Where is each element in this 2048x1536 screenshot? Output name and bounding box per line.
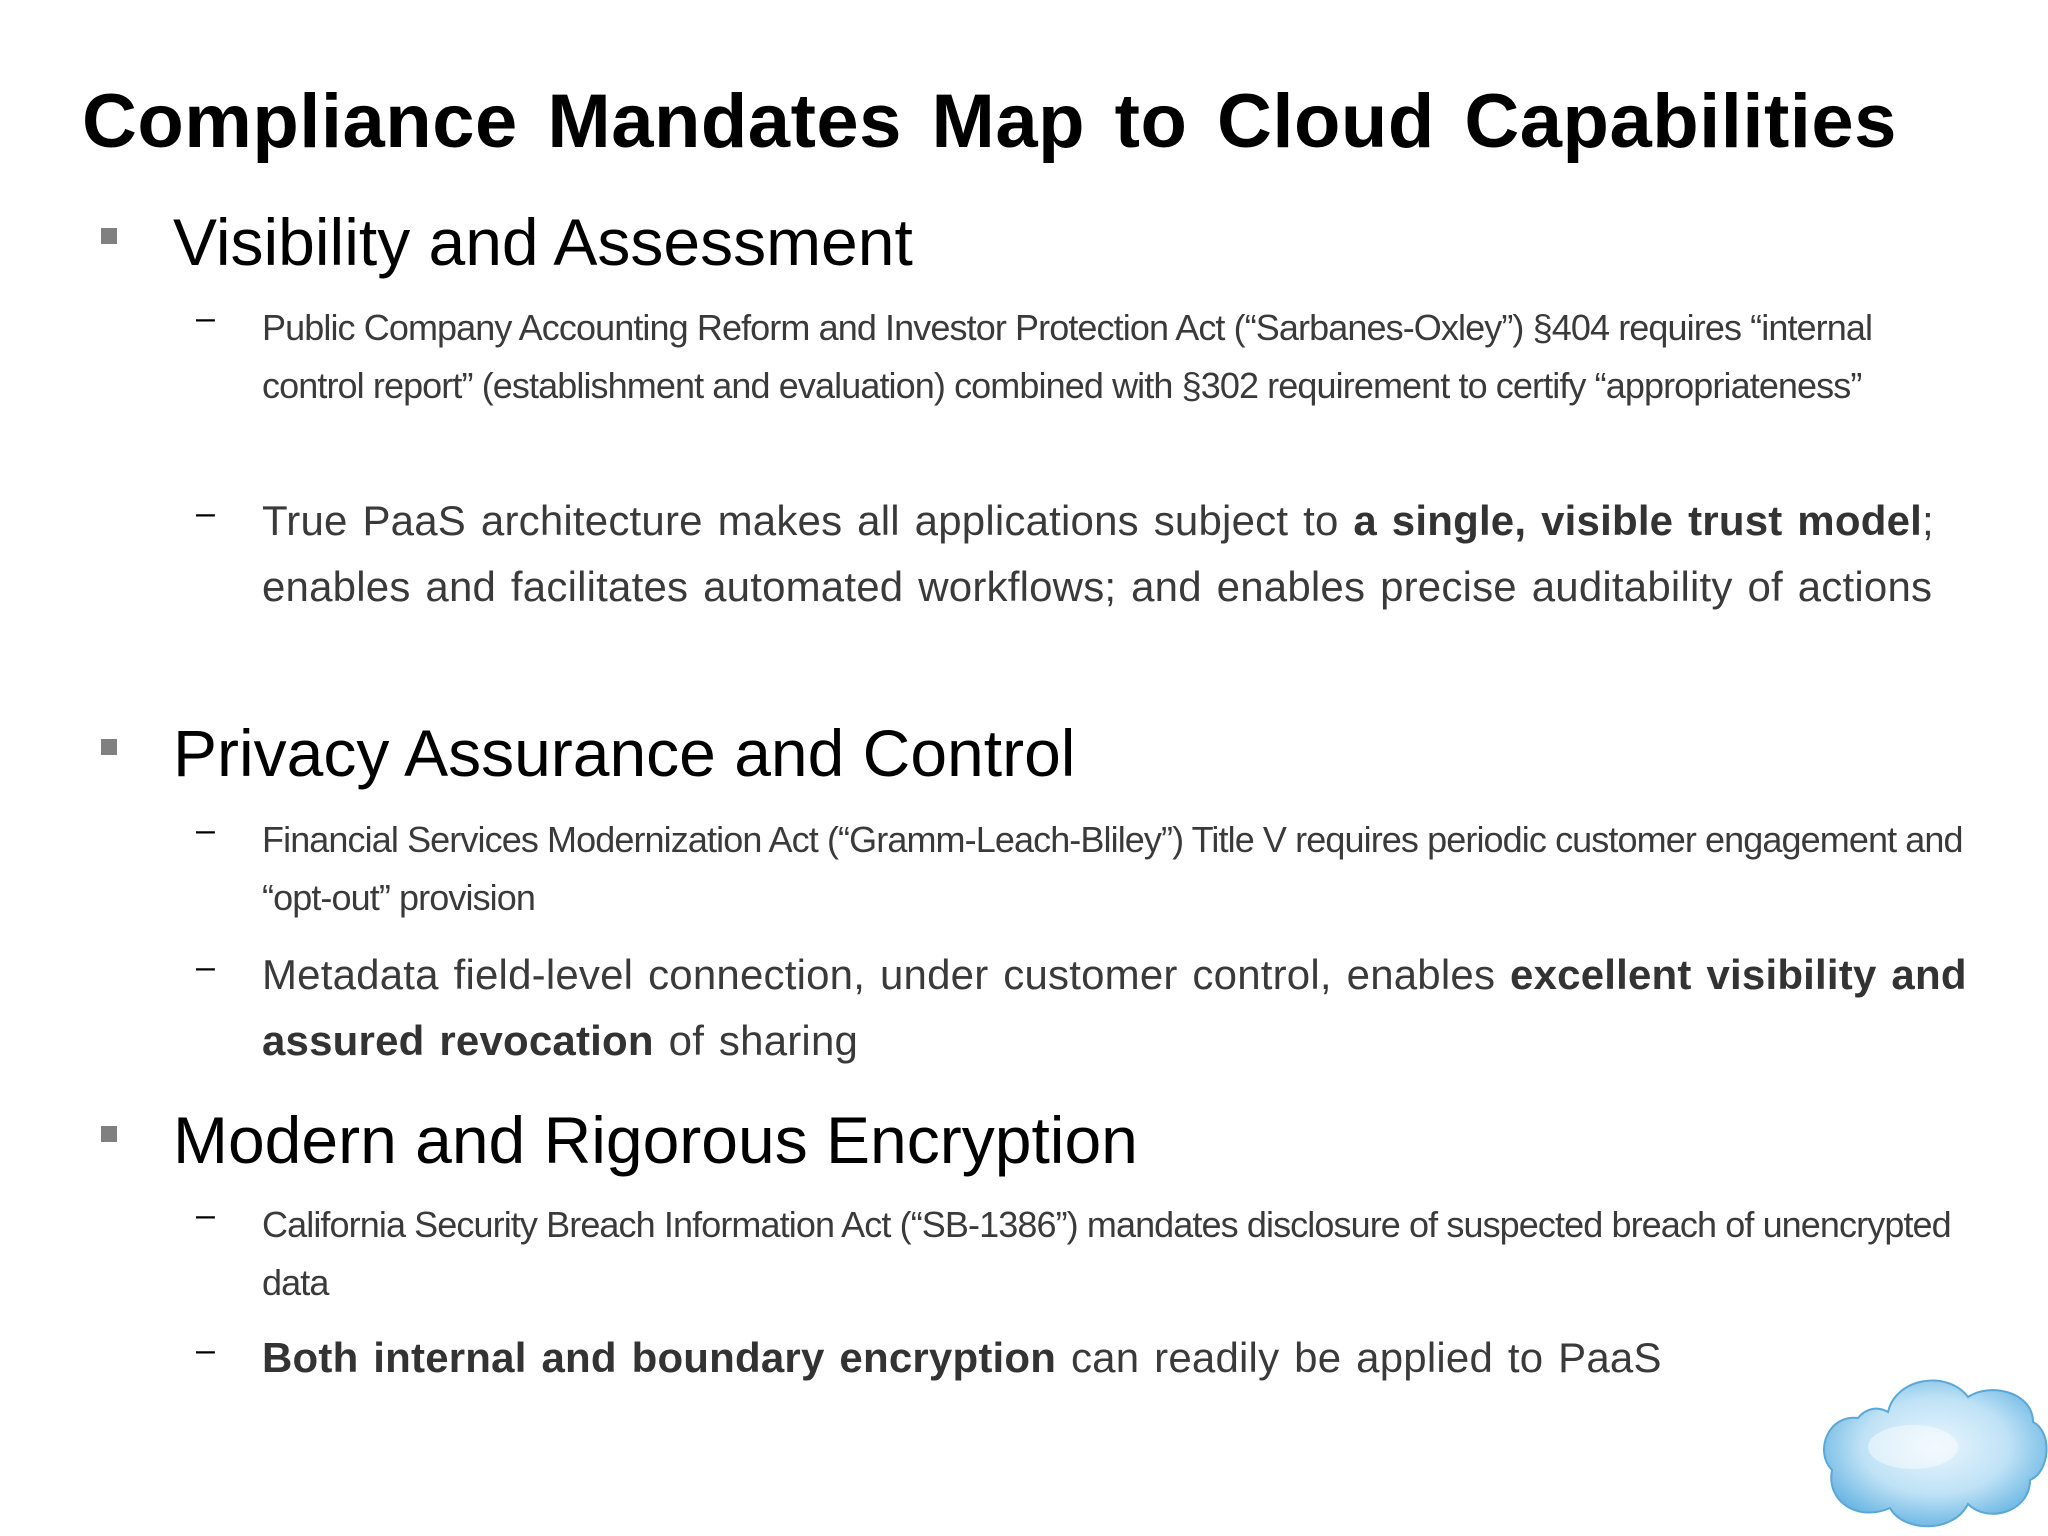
item-text xyxy=(262,488,1982,620)
item-text-bold: excellent visibility and assured revocation xyxy=(262,951,1967,1064)
cloud-logo-icon xyxy=(1818,1352,2048,1536)
item-text-pre: True PaaS architecture makes all applications subject to xyxy=(262,497,1354,544)
item-text-bold: Both internal and boundary encryption xyxy=(262,1334,1057,1381)
item-text-post: ; enables and facilitates automated workflows; and enables precise auditability of actions xyxy=(262,497,1934,610)
section-heading-row xyxy=(0,202,2000,282)
dash-bullet: – xyxy=(196,494,215,532)
item-text: Public Company Accounting Reform and Investor Protection Act (“Sarbanes-Oxley”) §404 requires “internal control report” (establishment and evaluation) combined with §302 requirement to certify “appropriateness” xyxy=(262,307,1873,406)
section-heading: Visibility and Assessment xyxy=(173,205,913,279)
dash-bullet: – xyxy=(196,1331,215,1369)
section-heading-row xyxy=(0,1100,2000,1180)
item-text-post: can readily be applied to PaaS xyxy=(1056,1334,1662,1381)
square-bullet-icon xyxy=(101,1126,117,1142)
section-heading: Privacy Assurance and Control xyxy=(173,716,1076,790)
item-text: California Security Breach Information Act (“SB-1386”) mandates disclosure of suspected breach of unencrypted data xyxy=(262,1204,1951,1303)
item-text-bold: a single, visible trust model xyxy=(1353,497,1922,544)
dash-bullet: – xyxy=(196,948,215,986)
item-text-post: of sharing xyxy=(653,1017,859,1064)
item-text xyxy=(262,942,1982,1074)
item-text xyxy=(262,1325,1982,1391)
item-text-pre: Metadata field-level connection, under customer control, enables xyxy=(262,951,1511,998)
item-text: Financial Services Modernization Act (“Gramm-Leach-Bliley”) Title V requires periodic customer engagement and “opt-out” provision xyxy=(262,819,1963,918)
square-bullet-icon xyxy=(101,228,117,244)
dash-bullet: – xyxy=(196,811,215,849)
slide-title: Compliance Mandates Map to Cloud Capabilities xyxy=(82,79,1897,164)
section-heading: Modern and Rigorous Encryption xyxy=(173,1103,1138,1177)
section-heading-row xyxy=(0,713,2000,793)
square-bullet-icon xyxy=(101,739,117,755)
dash-bullet: – xyxy=(196,299,215,337)
dash-bullet: – xyxy=(196,1196,215,1234)
